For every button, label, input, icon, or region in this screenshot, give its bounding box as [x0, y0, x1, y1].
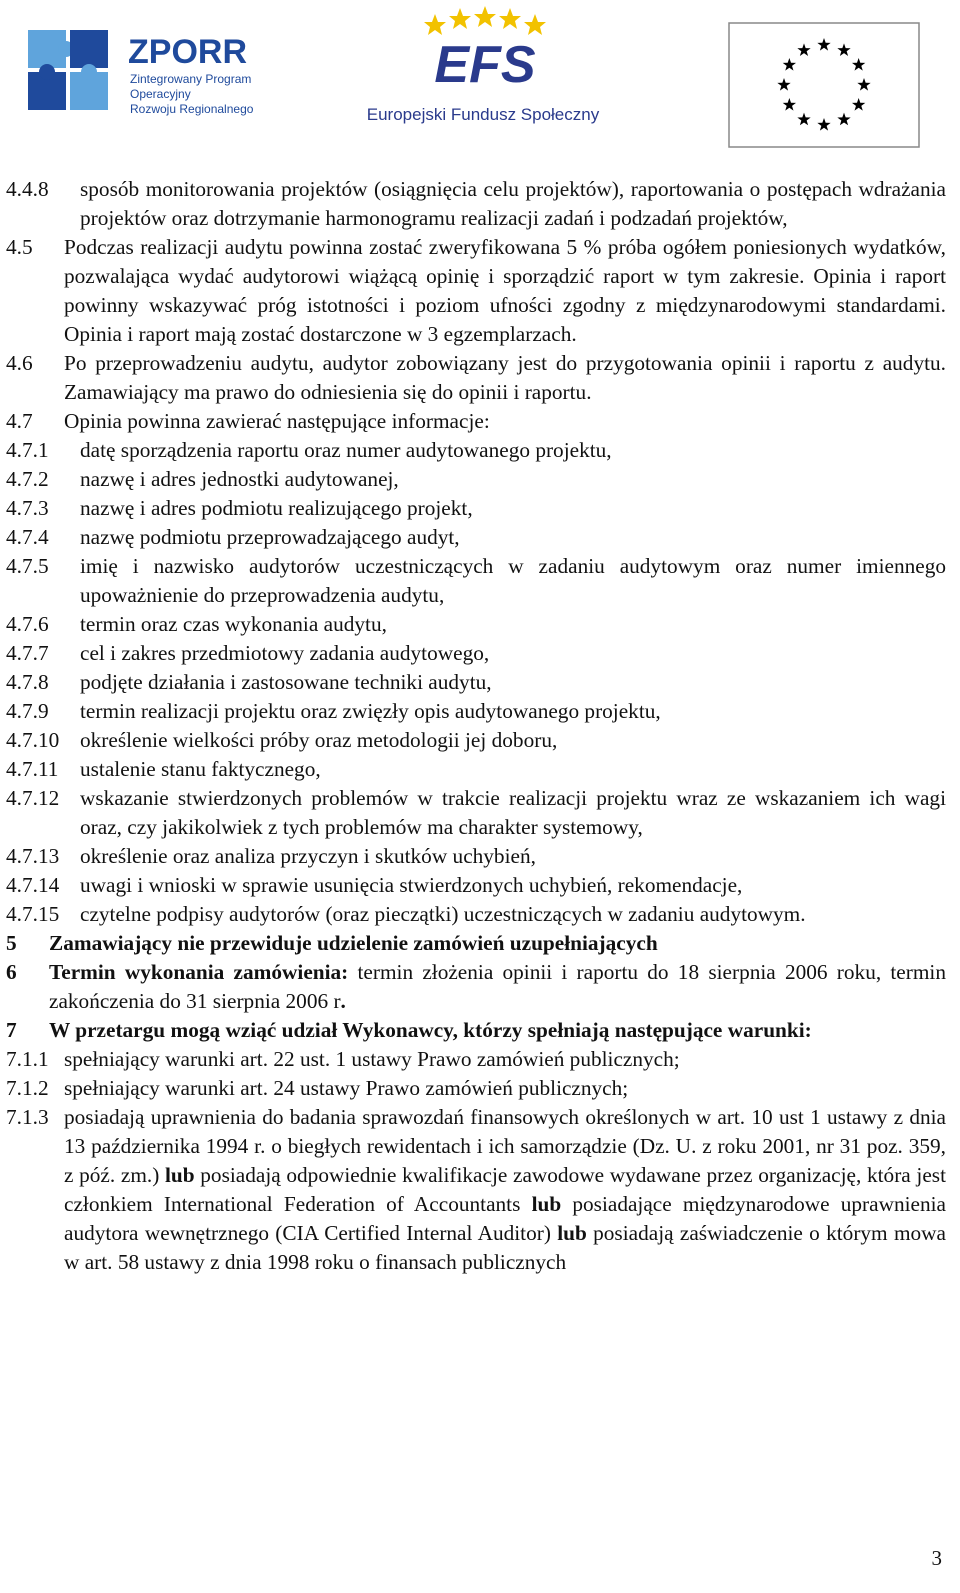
item-number: 4.7.4: [6, 525, 49, 549]
item-number: 4.7.7: [6, 641, 49, 665]
section-6: 6 Termin wykonania zamówienia: termin złożenia opinii i raportu do 18 sierpnia 2006 roku, termin zakończenia do 31 sierpnia 2006 r.: [6, 960, 946, 1013]
item-number: 7.1.1: [6, 1047, 49, 1071]
item-number: 4.5: [6, 235, 33, 259]
item-text: spełniający warunki art. 24 ustawy Prawo zamówień publicznych;: [64, 1076, 629, 1100]
item-number: 4.7.2: [6, 467, 49, 491]
item-number: 4.7.11: [6, 757, 59, 781]
item-number: 4.7.6: [6, 612, 49, 636]
item-number: 4.4.8: [6, 177, 49, 201]
page-number: 3: [931, 1546, 942, 1570]
item-number: 4.7.10: [6, 728, 60, 752]
list-item: [6, 552, 946, 610]
list-item: [6, 349, 946, 407]
item-text: sposób monitorowania projektów (osiągnięcia celu projektów), raportowania o postępach wdrażania projektów oraz dotrzymanie harmonogramu realizacji zadań i podzadań projektów,: [80, 177, 946, 230]
list-item: [6, 1045, 946, 1074]
item-text: nazwę i adres podmiotu realizującego projekt,: [80, 496, 473, 520]
item-text: datę sporządzenia raportu oraz numer audytowanego projektu,: [80, 438, 612, 462]
list-item: [6, 407, 946, 436]
svg-text:Zintegrowany Program: Zintegrowany Program: [130, 72, 252, 86]
item-text: ustalenie stanu faktycznego,: [80, 757, 321, 781]
section-text: termin złożenia opinii i raportu do 18 sierpnia 2006 roku, termin zakończenia do 31 sierpnia 2006 r: [49, 960, 946, 1013]
star-icon: [424, 6, 546, 35]
item-number: 4.7.5: [6, 554, 49, 578]
item-text: imię i nazwisko audytorów uczestniczących w zadaniu audytowym oraz numer imiennego upoważnienie do przeprowadzenia audytu,: [80, 554, 946, 607]
item-number: 4.7: [6, 409, 33, 433]
efs-caption: Europejski Fundusz Społeczny: [366, 105, 600, 124]
item-text: Opinia powinna zawierać następujące informacje:: [64, 409, 490, 433]
section-5: [6, 929, 946, 958]
item-text: termin oraz czas wykonania audytu,: [80, 612, 387, 636]
item-text: nazwę podmiotu przeprowadzającego audyt,: [80, 525, 460, 549]
list-item: [6, 175, 946, 233]
list-item: [6, 784, 946, 842]
list-item: [6, 639, 946, 668]
item-number: 4.7.15: [6, 902, 60, 926]
item-number: 4.7.1: [6, 438, 49, 462]
item-number: 7.1.2: [6, 1076, 49, 1100]
item-text: określenie oraz analiza przyczyn i skutków uchybień,: [80, 844, 536, 868]
efs-logo: [365, 2, 605, 132]
list-item: [6, 523, 946, 552]
list-item: [6, 697, 946, 726]
document-body: [6, 175, 946, 1277]
item-text: czytelne podpisy audytorów (oraz pieczątki) uczestniczących w zadaniu audytowym.: [80, 902, 806, 926]
list-item: [6, 494, 946, 523]
list-item: [6, 1074, 946, 1103]
section-7: [6, 1016, 946, 1045]
item-number: 4.6: [6, 351, 33, 375]
item-text: podjęte działania i zastosowane techniki audytu,: [80, 670, 492, 694]
item-text: cel i zakres przedmiotowy zadania audytowego,: [80, 641, 490, 665]
section-heading: Termin wykonania zamówienia:: [49, 960, 349, 984]
zporr-title: ZPORR: [128, 33, 247, 71]
item-text: uwagi i wnioski w sprawie usunięcia stwierdzonych uchybień, rekomendacje,: [80, 873, 743, 897]
list-item: [6, 436, 946, 465]
list-item: [6, 726, 946, 755]
list-item: [6, 465, 946, 494]
item-text: Po przeprowadzeniu audytu, audytor zobowiązany jest do przygotowania opinii i raportu z audytu. Zamawiający ma prawo do odniesienia się do opinii i raportu.: [64, 351, 946, 404]
list-item: [6, 610, 946, 639]
eu-flag-logo: [728, 22, 920, 148]
page-header: [0, 0, 960, 150]
item-list: [6, 175, 946, 929]
item-number: 4.7.9: [6, 699, 49, 723]
list-item: [6, 668, 946, 697]
item-text: termin realizacji projektu oraz zwięzły opis audytowanego projektu,: [80, 699, 661, 723]
list-item: [6, 871, 946, 900]
section-text: W przetargu mogą wziąć udział Wykonawcy, którzy spełniają następujące warunki:: [49, 1018, 812, 1042]
list-item: [6, 842, 946, 871]
item-number: 4.7.14: [6, 873, 60, 897]
svg-text:Rozwoju Regionalnego: Rozwoju Regionalnego: [130, 102, 254, 116]
section-number: 6: [6, 960, 17, 984]
item-text: nazwę i adres jednostki audytowanej,: [80, 467, 399, 491]
item-number: 4.7.12: [6, 786, 60, 810]
item-number: 4.7.13: [6, 844, 60, 868]
list-item: [6, 755, 946, 784]
item-number: 4.7.3: [6, 496, 49, 520]
zporr-logo: [6, 18, 296, 133]
section-number: 7: [6, 1018, 17, 1042]
item-text: wskazanie stwierdzonych problemów w trakcie realizacji projektu wraz ze wskazaniem ich wagi oraz, czy jakikolwiek z tych problemów ma charakter systemowy,: [80, 786, 946, 839]
svg-text:Operacyjny: Operacyjny: [130, 87, 191, 101]
item-text: posiadają uprawnienia do badania sprawozdań finansowych określonych w art. 10 ust 1 ustawy z dnia 13 października 1994 r. o biegłych rewidentach i ich samorządzie (Dz. U. z roku 2001, nr 31 poz. 359, z póź. zm.) lub posiadają odpowiednie kwalifikacje zawodowe wydawane przez organizację, która jest członkiem International Federation of Accountants lub posiadające międzynarodowe uprawnienia audytora wewnętrznego (CIA Certified Internal Auditor) lub posiadają zaświadczenie o którym mowa w art. 58 ustawy z dnia 1998 roku o finansach publicznych: [64, 1105, 947, 1274]
section-number: 5: [6, 931, 17, 955]
list-item: [6, 233, 946, 349]
item-text: spełniający warunki art. 22 ust. 1 ustawy Prawo zamówień publicznych;: [64, 1047, 680, 1071]
item-text: określenie wielkości próby oraz metodologii jej doboru,: [80, 728, 558, 752]
item-number: 7.1.3: [6, 1105, 49, 1129]
list-item: [6, 1103, 946, 1277]
item-number: 4.7.8: [6, 670, 49, 694]
list-item: [6, 900, 946, 929]
efs-title: EFS: [434, 36, 536, 94]
item-text: Podczas realizacji audytu powinna zostać zweryfikowana 5 % próba ogółem poniesionych wydatków, pozwalająca wydać audytorowi wiążącą opinię i sporządzić raport w tym zakresie. Opinia i raport powinny wskazywać próg istotności i poziom ufności zgodny z międzynarodowymi standardami. Opinia i raport mają zostać dostarczone w 3 egzemplarzach.: [64, 235, 946, 346]
section-text: Zamawiający nie przewiduje udzielenie zamówień uzupełniających: [49, 931, 658, 955]
